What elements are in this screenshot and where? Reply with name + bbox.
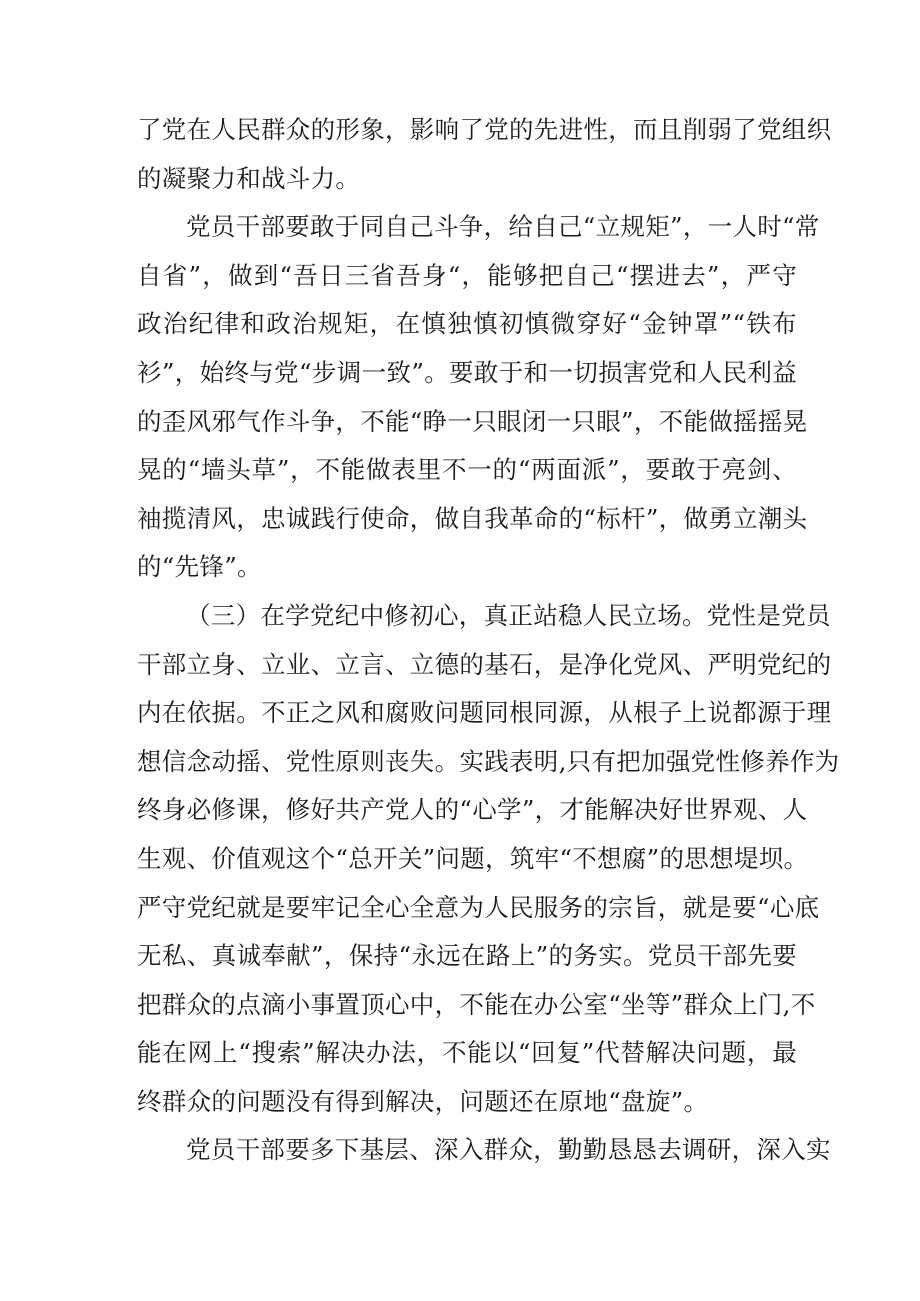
text-line: 把群众的点滴小事置顶心中，不能在办公室“坐等”群众上门,不	[137, 989, 816, 1019]
document-body	[137, 106, 840, 1175]
text-line: 能在网上“搜索”解决办法，不能以“回复”代替解决问题，最	[137, 1038, 797, 1068]
text-line: 党员干部要多下基层、深入群众，勤勤恳恳去调研，深入实	[186, 1135, 831, 1165]
text-line: 党员干部要敢于同自己斗争，给自己“立规矩”，一人时“常	[186, 212, 820, 242]
text-line: 的歪风邪气作斗争，不能“睁一只眼闭一只眼”，不能做摇摇晃	[137, 406, 808, 436]
text-line: 想信念动摇、党性原则丧失。实践表明,只有把加强党性修养作为	[137, 746, 840, 776]
text-line: 政治纪律和政治规矩，在慎独慎初慎微穿好“金钟罩”“铁布	[137, 309, 797, 339]
text-line: 内在依据。不正之风和腐败问题同根同源，从根子上说都源于理	[137, 698, 832, 728]
text-line: 衫”，始终与党“步调一致”。要敢于和一切损害党和人民利益	[137, 357, 797, 387]
text-line: 干部立身、立业、立言、立德的基石，是净化党风、严明党纪的	[137, 649, 832, 679]
text-line: 无私、真诚奉献”，保持“永远在路上”的务实。党员干部先要	[137, 941, 797, 971]
text-line: 的凝聚力和战斗力。	[137, 163, 361, 193]
text-line: 生观、价值观这个“总开关”问题，筑牢“不想腐”的思想堤坝。	[137, 843, 809, 873]
text-line: （三）在学党纪中修初心，真正站稳人民立场。党性是党员	[186, 600, 831, 630]
text-line: 了党在人民群众的形象，影响了党的先进性，而且削弱了党组织	[137, 115, 832, 144]
text-line: 袖揽清风，忠诚践行使命，做自我革命的“标杆”，做勇立潮头	[137, 503, 808, 533]
text-line: 终群众的问题没有得到解决，问题还在原地“盘旋”。	[137, 1086, 709, 1116]
text-line: 终身必修课，修好共产党人的“心学”，才能解决好世界观、人	[137, 795, 808, 825]
text-line: 严守党纪就是要牢记全心全意为人民服务的宗旨，就是要“心底	[137, 892, 820, 922]
text-line: 自省”，做到“吾日三省吾身“，能够把自己“摆进去”，严守	[137, 260, 797, 290]
text-line: 的“先锋”。	[137, 552, 262, 582]
text-line: 晃的“墙头草”，不能做表里不一的“两面派”，要敢于亮剑、	[137, 455, 797, 485]
